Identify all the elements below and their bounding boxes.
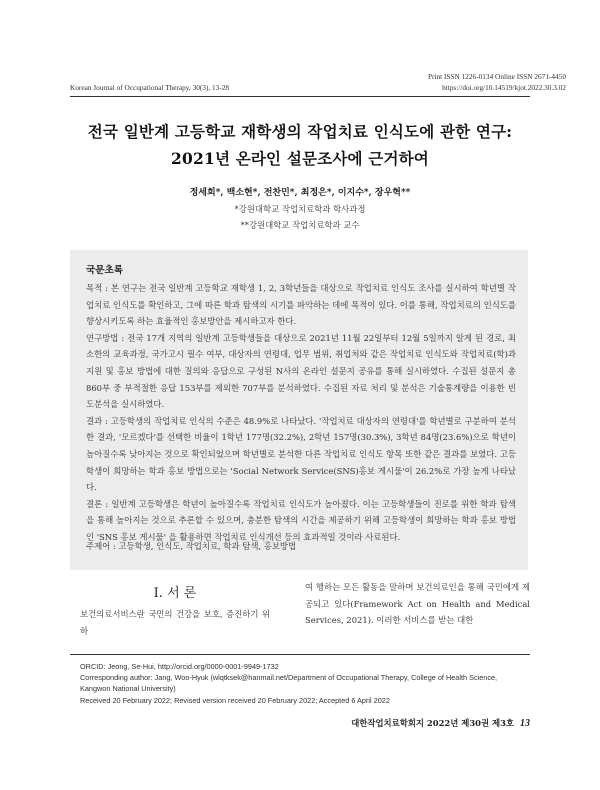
title-line-1: 전국 일반계 고등학교 재학생의 작업치료 인식도에 관한 연구: [87,122,513,141]
abstract-body [86,280,516,546]
journal-citation: Korean Journal of Occupational Therapy, 30(3), 13-28 [70,83,230,92]
abstract-results [86,413,516,496]
doi-line: https://doi.org/10.14519/kjot.2022.30.3.02 [442,82,566,92]
section-label: 목적 : [86,283,111,293]
author-list: 정세희*, 백소현*, 전찬민*, 최정은*, 이지수*, 장우혁** [189,188,411,198]
keywords: 주제어 : 고등학생, 인식도, 작업치료, 학과 탐색, 홍보방법 [86,541,297,551]
abstract-heading: 국문초록 [86,265,124,276]
footnotes [80,661,530,706]
header-divider [70,96,530,97]
footer-journal-issue: 대한작업치료학회지 2022년 제30권 제3호 [351,718,514,728]
title-line-2: 2021년 온라인 설문조사에 근거하여 [171,149,429,168]
page-number: 13 [520,718,530,729]
corresponding-line-2: Kangwon National University) [80,684,176,694]
abstract-methods [86,330,516,413]
corresponding-line-1: Corresponding author: Jang, Woo-Hyuk (wlqtksek@hanmail.net/Department of Occupational Therapy, College of Health Science, [80,673,498,683]
section-label: 연구방법 : [86,332,128,343]
body-right-column: 여 행하는 모든 활동을 말하며 보건의료인을 통해 국민에게 제공되고 있다(Framework Act on Health and Medical Services, 2021). 이러한 서비스를 받는 대한 [305,582,530,625]
issn-doi-block [428,72,566,93]
section-label: 결과 : [86,415,111,426]
section-text: 전국 17개 지역의 일반계 고등학생들을 대상으로 2021년 11월 22일부터 12월 5일까지 알게 된 경로, 최소한의 교육과정, 국가고시 필수 여부, 대상자의 연령대, 업무 범위, 취업처와 같은 작업치료 인식도와 작업치료(학)과 지원 및 홍보 방법에 대한 질의와 응답으로 구성된 N사의 온라인 설문지 공유를 통해 실시하였다. 수집된 설문지 총 860부 중 부적절한 응답 153부를 제외한 707부를 분석하였다. 수집된 자료 처리 및 분석은 기술통계량을 이용한 빈도분석을 실시하였다. [86,332,516,410]
orcid-line: ORCID: Jeong, Se-Hui, http://orcid.org/0000-0001-9949-1732 [80,662,279,671]
abstract-purpose [86,280,516,330]
section-label: 결론 : [86,498,112,509]
page-footer [351,717,530,729]
paper-title [0,118,600,172]
issn-line: Print ISSN 1226-0134 Online ISSN 2671-4450 [427,72,566,81]
affiliation-2: **강원대학교 작업치료학과 교수 [240,220,360,230]
footnote-divider [70,654,530,655]
section-text: 일반계 고등학생은 학년이 높아질수록 작업치료 인식도가 높아졌다. 이는 고등학생들이 진로를 위한 학과 탐색을 통해 높아지는 것으로 추론할 수 있으며, 충분한 탐색의 시간을 제공하기 위해 고등학생이 희망하는 학과 홍보 방법인 'SNS 홍보 게시물' 을 활용하면 작업치료 인식개선 등의 효과적일 것이라 사료된다. [86,498,516,542]
section-text: 본 연구는 전국 일반계 고등학교 재학생 1, 2, 3학년들을 대상으로 작업치료 인식도 조사를 실시하여 학년별 작업치료 인식도를 확인하고, 그에 따른 학과 탐색의 시기를 파악하는 데에 목적이 있다. 이를 통해, 작업치료의 인식도를 향상시키도록 하는 효율적인 홍보방안을 제시하고자 한다. [86,283,516,327]
received-line: Received 20 February 2022; Revised version received 20 February 2022; Accepted 6 April 2022 [80,695,390,705]
abstract-conclusion [86,496,516,546]
section-heading-introduction: Ⅰ. 서 론 [153,586,197,601]
body-left-column: 보건의료서비스란 국민의 건강을 보호, 증진하기 위하 [80,609,270,636]
section-text: 고등학생의 작업치료 인식의 수준은 48.9%로 나타났다. '작업치료 대상자의 연령대'를 학년별로 구분하여 분석한 결과, '모르겠다'를 선택한 비율이 1학년 177명(32.2%), 2학년 157명(30.3%), 3학년 84명(23.6%)으로 학년이 높아질수록 낮아지는 것으로 확인되었으며 학년별로 분석한 다른 작업치료 인식도 항목 또한 같은 결과를 보였다. 고등학생이 희망하는 학과 홍보 방법으로는 'Social Network Service(SNS)홍보 게시물'이 26.2%로 가장 높게 나타났다. [86,415,516,493]
affiliation-1: *강원대학교 작업치료학과 학사과정 [234,204,366,214]
